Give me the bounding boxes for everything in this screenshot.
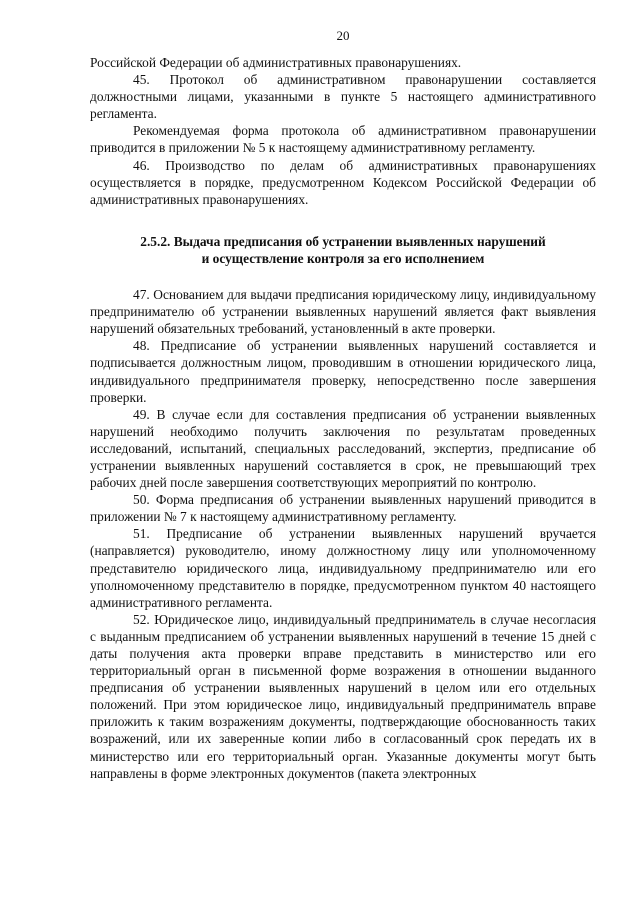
paragraph-49: 49. В случае если для составления предписания об устранении выявленных нарушений необходимо получить заключения по результатам проведенных исследований, испытаний, специальных расследований, экспертиз, предписание об устранении выявленных нарушений составляется в срок, не превышающий трех рабочих дней после завершения соответствующих мероприятий по контролю.	[90, 406, 596, 491]
document-page	[90, 0, 596, 905]
paragraph-51: 51. Предписание об устранении выявленных нарушений вручается (направляется) руководителю, иному должностному лицу или уполномоченному представителю юридического лица, индивидуальному предпринимателю или его уполномоченному представителю в порядке, предусмотренном пунктом 40 настоящего административного регламента.	[90, 526, 596, 610]
section-heading-line-2: и осуществление контроля за его исполнением	[201, 250, 485, 266]
paragraph-47: 47. Основанием для выдачи предписания юридическому лицу, индивидуальному предпринимателю об устранении выявленных нарушений является факт выявления нарушений обязательных требований, установленный в акте проверки.	[90, 287, 596, 337]
paragraph-50: 50. Форма предписания об устранении выявленных нарушений приводится в приложении № 7 к настоящему административному регламенту.	[90, 492, 596, 525]
paragraph-52: 52. Юридическое лицо, индивидуальный предприниматель в случае несогласия с выданным предписанием об устранении выявленных нарушений в течение 15 дней с даты получения акта проверки вправе представить в министерство или его территориальный орган в письменной форме возражения в отношении выданного предписания об устранении выявленных нарушений в целом или его отдельных положений. При этом юридическое лицо, индивидуальный предприниматель вправе приложить к таким возражениям документы, подтверждающие обоснованность таких возражений, или их заверенные копии либо в согласованный срок передать их в министерство или его территориальный орган. Указанные документы могут быть направлены в форме электронных документов (пакета электронных	[90, 611, 596, 781]
paragraph-continuation: Российской Федерации об административных правонарушениях.	[90, 55, 462, 70]
section-heading	[90, 233, 596, 267]
paragraph-48: 48. Предписание об устранении выявленных нарушений составляется и подписывается должностным лицом, проводившим в отношении юридического лица, индивидуального предпринимателя проверку, непосредственно после завершения проверки.	[90, 338, 596, 405]
paragraph-protocol-form: Рекомендуемая форма протокола об административном правонарушении приводится в приложении № 5 к настоящему административному регламенту.	[90, 123, 596, 156]
paragraph-46: 46. Производство по делам об административных правонарушениях осуществляется в порядке, предусмотренном Кодексом Российской Федерации об административных правонарушениях.	[90, 157, 596, 207]
page-number: 20	[336, 28, 350, 43]
document-body	[90, 54, 596, 782]
paragraph-45: 45. Протокол об административном правонарушении составляется должностными лицами, указанными в пункте 5 настоящего административного регламента.	[90, 72, 596, 122]
section-heading-line-1: 2.5.2. Выдача предписания об устранении выявленных нарушений	[140, 233, 546, 249]
